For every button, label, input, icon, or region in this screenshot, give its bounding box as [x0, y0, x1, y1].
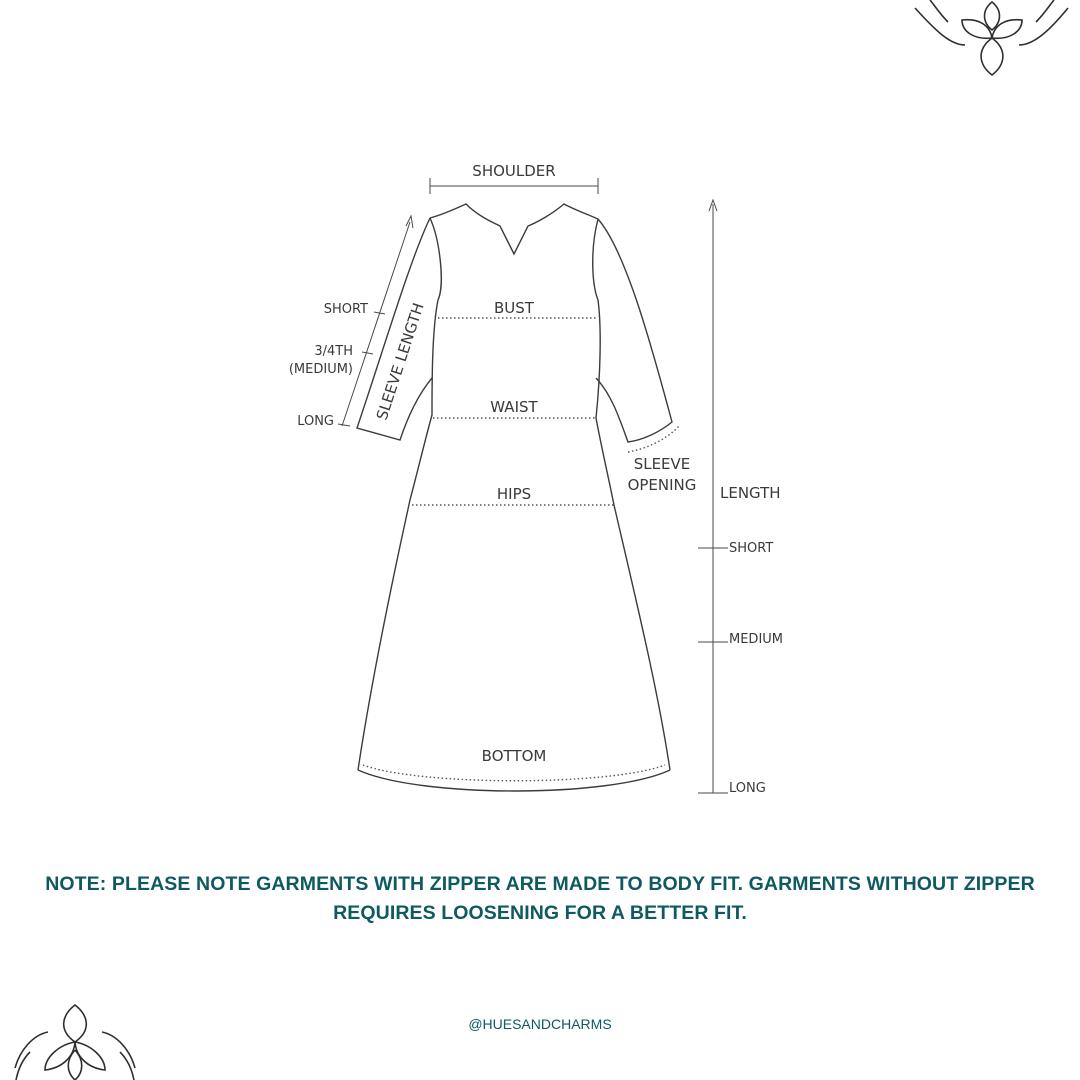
length-long-label: LONG: [729, 781, 766, 796]
sleeve-opening-label-line2: OPENING: [627, 476, 697, 494]
social-handle: @HUESANDCHARMS: [468, 1016, 612, 1032]
bottom-label: BOTTOM: [481, 747, 547, 765]
fit-note: NOTE: PLEASE NOTE GARMENTS WITH ZIPPER ARE MADE TO BODY FIT. GARMENTS WITHOUT ZIPPER REQUIRES LOOSENING FOR A BETTER FIT.: [45, 873, 1035, 924]
bust-label: BUST: [494, 299, 534, 317]
length-short-label: SHORT: [729, 541, 774, 556]
length-medium-label: MEDIUM: [729, 632, 784, 647]
sleeve-length-label: SLEEVE LENGTH: [372, 300, 428, 423]
sleeve-short-label: SHORT: [323, 302, 368, 317]
sleeve-opening-label-line1: SLEEVE: [633, 455, 691, 473]
hips-label: HIPS: [496, 485, 532, 503]
floral-ornament-top-right: [915, 0, 1068, 75]
sleeve-length-line: [342, 222, 410, 426]
shoulder-label: SHOULDER: [472, 162, 556, 180]
sleeve-long-label: LONG: [297, 414, 334, 429]
sleeve-medium-label-line2: (MEDIUM): [288, 362, 353, 377]
sleeve-medium-label-line1: 3/4TH: [314, 344, 353, 359]
bottom-line: [363, 765, 665, 781]
sleeve-opening-line: [628, 425, 680, 452]
waist-label: WAIST: [490, 398, 538, 416]
length-label: LENGTH: [720, 484, 781, 502]
